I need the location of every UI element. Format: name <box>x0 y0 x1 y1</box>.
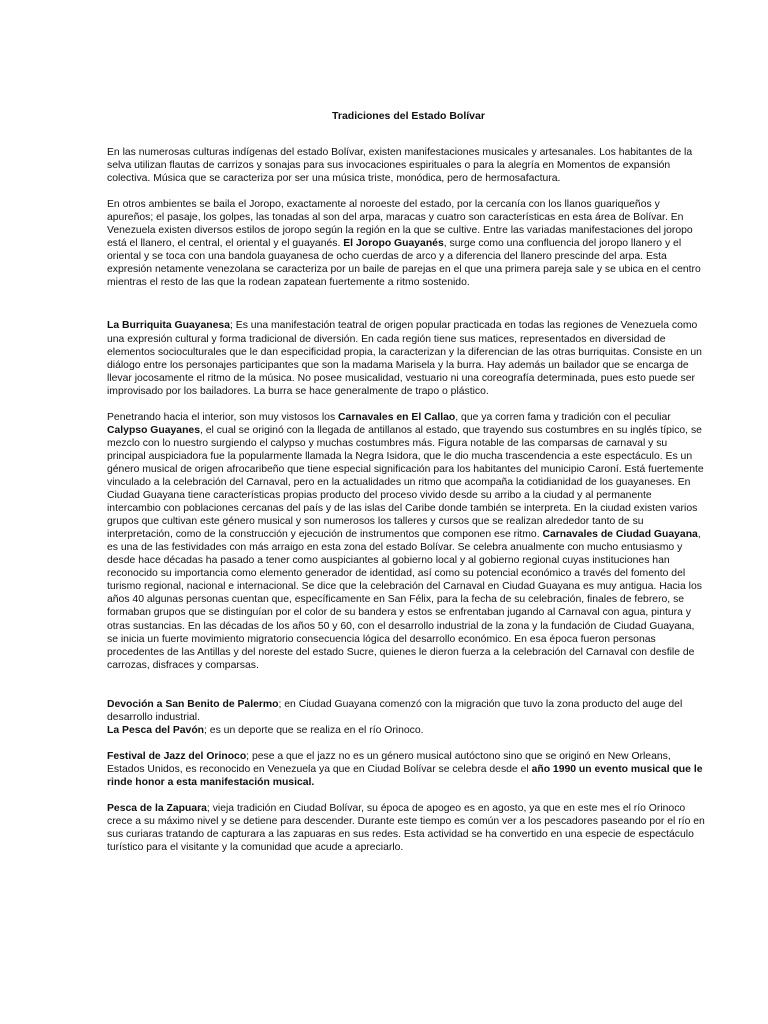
paragraph-text: En otros ambientes se baila el Joropo, exactamente al noroeste del estado, por la cercanía con los llanos guariqueños y apureños; el pasaje, los golpes, las tonadas al son del arpa, maracas y cuatro son características en esta área de Bolívar. En Venezuela existen diversos estilos de joropo según la región en la que se cultive. Entre las variadas manifestaciones del joropo está el llanero, el central, el oriental y el guayanés. <box>107 199 693 250</box>
bold-term-burriquita: La Burriquita Guayanesa <box>107 320 230 332</box>
paragraph-text: ; en Ciudad Guayana comenzó con la migración que tuvo la zona producto del auge del desarrollo industrial. <box>107 698 683 723</box>
paragraph-spacer <box>107 789 708 802</box>
bold-term-pesca-pavon: La Pesca del Pavón <box>107 724 205 736</box>
paragraph-text: , que ya corren fama y tradición con el peculiar <box>455 411 671 423</box>
paragraph-spacer <box>107 185 708 198</box>
paragraph-zapuara <box>107 802 708 854</box>
bold-term-carnavales-callao: Carnavales en El Callao <box>338 411 456 423</box>
paragraph-indigenous-music: En las numerosas culturas indígenas del estado Bolívar, existen manifestaciones musicales y artesanales. Los habitantes de la selva utilizan flautas de carrizos y sonajas para sus invocaciones espirituales o para la alegría en Momentos de expansión colectiva. Música que se caracteriza por ser una música triste, monódica, pero de hermosafactura. <box>107 147 693 185</box>
bold-term-calypso: Calypso Guayanes <box>107 424 200 436</box>
paragraph-jazz-festival <box>107 750 708 789</box>
paragraph-text: ; pese a que el jazz no es un género musical autóctono sino que se originó en New Orleans, Estados Unidos, es reconocido en Venezuela ya que en Ciudad Bolívar se celebra desde el <box>107 750 671 775</box>
paragraph-joropo <box>107 198 708 289</box>
bold-term-zapuara: Pesca de la Zapuara <box>107 802 207 814</box>
paragraph-text: , es una de las festividades con más arraigo en esta zona del estado Bolívar. Se celebra anualmente con mucho entusiasmo y desde hace décadas ha pasado a tener como auspiciantes al gobierno local y al gobierno regional cuyas instituciones han reconocido su importancia como elemento generador de identidad, así como su potencial económico a través del fomento del turismo regional, nacional e internacional. Se dice que la celebración del Carnaval en Ciudad Guayana es muy antigua. Hacia los años 40 algunas personas cuentan que, específicamente en San Félix, para la fecha de su celebración, finales de febrero, se formaban grupos que se distinguían por el color de su bandera y estos se enfrentaban jugando al Carnaval con agua, pintura y otras sustancias. En las décadas de los años 50 y 60, con el desarrollo industrial de la zona y la fundación de Ciudad Guayana, se inicia un fuerte movimiento migratorio consecuencia lógica del desarrollo económico. En esa época fueron personas procedentes de las Antillas y del noreste del estado Sucre, quienes le dieron fuerza a la celebración del Carnaval con desfile de carrozas, disfraces y comparsas. <box>107 529 702 671</box>
paragraph-text: , el cual se originó con la llegada de antillanos al estado, que trayendo sus costumbres en su inglés típico, se mezclo con lo nuestro surgiendo el calypso y muchas costumbres más. Figura notable de las comparsas de carnaval y su principal auspiciadora fue la popularmente llamada la Negra Isidora, que le dio mucha trascendencia a este espectáculo. Es un género musical de origen afrocaribeño que tiene especial significación para los habitantes del municipio Caroní. Está fuertemente vinculado a la celebración del Carnaval, pero en la actualidades un ritmo que acompaña la cotidianidad de los guayaneses. En Ciudad Guayana tiene características propias producto del proceso vivido desde su arribo a la ciudad y al permanente intercambio con poblaciones cercanas del país y de las islas del Caribe donde también se interpreta. En la ciudad existen varios grupos que cultivan este género musical y son numerosos los talleres y cursos que se realizan alrededor tanto de su interpretación, como de la construcción y ejecución de instrumentos que componen ese ritmo. <box>107 424 704 541</box>
bold-term-san-benito: Devoción a San Benito de Palermo <box>107 698 279 710</box>
paragraph-spacer <box>107 289 708 319</box>
paragraph-text: Penetrando hacia el interior, son muy vistosos los <box>107 411 339 423</box>
paragraph-spacer <box>107 398 708 411</box>
paragraph-text: ; es un deporte que se realiza en el río Orinoco. <box>204 724 424 736</box>
bold-term-year-1990: año 1990 un evento musical que le rinde honor a esta manifestación musical. <box>107 763 703 788</box>
bold-term-joropo-guayanes: El Joropo Guayanés <box>343 238 444 250</box>
paragraph-spacer <box>107 737 708 750</box>
paragraph-burriquita <box>107 319 708 397</box>
bold-term-jazz-festival: Festival de Jazz del Orinoco <box>107 750 247 762</box>
document-title: Tradiciones del Estado Bolívar <box>332 110 485 122</box>
paragraph-spacer <box>107 672 708 698</box>
paragraph-san-benito <box>107 698 708 737</box>
paragraph-text: ; Es una manifestación teatral de origen popular practicada en todas las regiones de Venezuela como una expresión cultural y forma tradicional de diversión. En cada región tiene sus matices, representados en diversidad de elementos socioculturales que le dan especificidad propia, la caracterizan y la diferencian de las otras burriquitas. Consiste en un diálogo entre los personajes participantes que son la madama Marisela y la burra. Hay además un bailador que se encarga de llevar jocosamente el ritmo de la música. No posee musicalidad, vestuario ni una coreografía determinada, pues esto puede ser improvisado por los bailadores. La burra se hace generalmente de trapo o plástico. <box>107 320 702 397</box>
paragraph-text: , surge como una confluencia del joropo llanero y el oriental y se toca con una bandola guayanesa de ocho cuerdas de arco y a diferencia del llanero prescinde del arpa. Esta expresión netamente venezolana se caracteriza por un baile de parejas en el que una primera pareja sale y se ubica en el centro mientras el resto de las que la rodean zapatean fuertemente a ritmo sostenido. <box>107 238 701 289</box>
bold-term-carnavales-ciudad-guayana: Carnavales de Ciudad Guayana <box>542 529 698 541</box>
paragraph-carnavales <box>107 411 708 672</box>
paragraph-text: ; vieja tradición en Ciudad Bolívar, su época de apogeo es en agosto, ya que en este mes el río Orinoco crece a su máximo nivel y se detiene para descender. Durante este tiempo es común ver a los pescadores paseando por el río en sus curiaras tratando de capturara a las zapuaras en sus redes. Esta actividad se ha convertido en una especie de espectáculo turístico para el visitante y la comunidad que acude a apreciarlo. <box>107 802 705 854</box>
